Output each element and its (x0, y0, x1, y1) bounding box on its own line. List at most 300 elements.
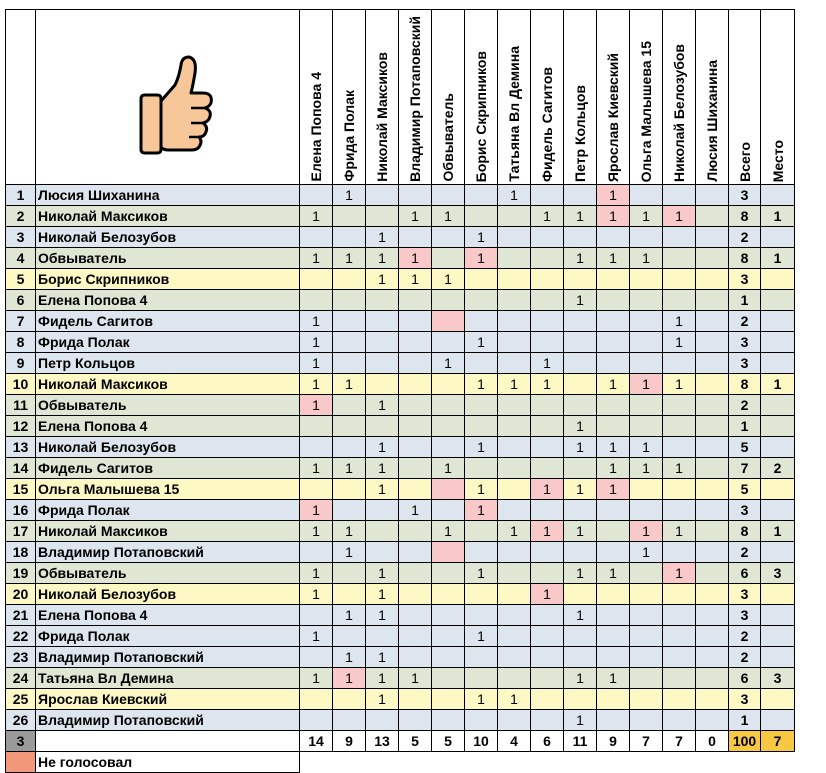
vote-cell[interactable] (333, 352, 366, 373)
vote-cell[interactable] (630, 562, 663, 583)
vote-cell[interactable]: 1 (564, 205, 597, 226)
vote-cell[interactable] (630, 394, 663, 415)
vote-cell[interactable]: 1 (399, 667, 432, 688)
vote-cell[interactable]: 1 (300, 352, 333, 373)
vote-cell[interactable]: 1 (597, 667, 630, 688)
vote-cell[interactable] (432, 310, 465, 331)
vote-cell[interactable] (300, 604, 333, 625)
vote-cell[interactable]: 1 (564, 604, 597, 625)
vote-cell[interactable]: 1 (564, 415, 597, 436)
vote-cell[interactable] (531, 709, 564, 730)
vote-cell[interactable] (531, 184, 564, 205)
vote-cell[interactable] (300, 436, 333, 457)
vote-cell[interactable] (630, 184, 663, 205)
vote-cell[interactable]: 1 (498, 373, 531, 394)
vote-cell[interactable] (300, 646, 333, 667)
vote-cell[interactable] (399, 562, 432, 583)
vote-cell[interactable] (696, 625, 729, 646)
vote-cell[interactable] (399, 583, 432, 604)
vote-cell[interactable]: 1 (465, 247, 498, 268)
vote-cell[interactable] (696, 415, 729, 436)
vote-cell[interactable] (564, 583, 597, 604)
vote-cell[interactable] (564, 268, 597, 289)
vote-cell[interactable] (432, 331, 465, 352)
vote-cell[interactable] (498, 205, 531, 226)
vote-cell[interactable]: 1 (465, 373, 498, 394)
vote-cell[interactable] (696, 394, 729, 415)
vote-cell[interactable] (696, 184, 729, 205)
vote-cell[interactable] (498, 499, 531, 520)
vote-cell[interactable]: 1 (597, 373, 630, 394)
vote-cell[interactable] (498, 583, 531, 604)
vote-cell[interactable] (498, 268, 531, 289)
vote-cell[interactable]: 1 (300, 520, 333, 541)
vote-cell[interactable] (531, 457, 564, 478)
vote-cell[interactable] (366, 310, 399, 331)
vote-cell[interactable] (663, 541, 696, 562)
vote-cell[interactable] (531, 415, 564, 436)
vote-cell[interactable] (531, 499, 564, 520)
vote-cell[interactable] (300, 688, 333, 709)
vote-cell[interactable] (432, 583, 465, 604)
vote-cell[interactable]: 1 (300, 667, 333, 688)
vote-cell[interactable]: 1 (366, 667, 399, 688)
vote-cell[interactable]: 1 (597, 457, 630, 478)
vote-cell[interactable] (696, 226, 729, 247)
vote-cell[interactable] (432, 394, 465, 415)
vote-cell[interactable] (696, 289, 729, 310)
vote-cell[interactable]: 1 (300, 394, 333, 415)
vote-cell[interactable] (333, 583, 366, 604)
vote-cell[interactable] (531, 541, 564, 562)
vote-cell[interactable] (531, 604, 564, 625)
vote-cell[interactable] (366, 184, 399, 205)
vote-cell[interactable] (696, 688, 729, 709)
vote-cell[interactable] (465, 352, 498, 373)
vote-cell[interactable] (333, 394, 366, 415)
vote-cell[interactable] (696, 583, 729, 604)
vote-cell[interactable] (399, 310, 432, 331)
vote-cell[interactable] (663, 646, 696, 667)
vote-cell[interactable] (399, 688, 432, 709)
vote-cell[interactable]: 1 (564, 562, 597, 583)
vote-cell[interactable] (696, 709, 729, 730)
vote-cell[interactable] (465, 457, 498, 478)
vote-cell[interactable]: 1 (333, 520, 366, 541)
vote-cell[interactable] (399, 478, 432, 499)
vote-cell[interactable]: 1 (333, 184, 366, 205)
vote-cell[interactable] (300, 415, 333, 436)
vote-cell[interactable] (597, 268, 630, 289)
vote-cell[interactable]: 1 (597, 436, 630, 457)
vote-cell[interactable] (399, 373, 432, 394)
vote-cell[interactable]: 1 (465, 226, 498, 247)
vote-cell[interactable]: 1 (300, 625, 333, 646)
vote-cell[interactable] (630, 646, 663, 667)
vote-cell[interactable] (597, 415, 630, 436)
vote-cell[interactable]: 1 (465, 331, 498, 352)
vote-cell[interactable] (300, 184, 333, 205)
vote-cell[interactable] (432, 436, 465, 457)
vote-cell[interactable]: 1 (432, 457, 465, 478)
vote-cell[interactable] (696, 352, 729, 373)
vote-cell[interactable] (498, 646, 531, 667)
vote-cell[interactable]: 1 (663, 520, 696, 541)
vote-cell[interactable]: 1 (564, 289, 597, 310)
vote-cell[interactable]: 1 (366, 583, 399, 604)
vote-cell[interactable] (696, 268, 729, 289)
vote-cell[interactable] (696, 520, 729, 541)
vote-cell[interactable] (663, 415, 696, 436)
vote-cell[interactable]: 1 (300, 562, 333, 583)
vote-cell[interactable]: 1 (564, 436, 597, 457)
vote-cell[interactable] (465, 415, 498, 436)
vote-cell[interactable]: 1 (300, 205, 333, 226)
vote-cell[interactable] (696, 604, 729, 625)
vote-cell[interactable] (465, 394, 498, 415)
vote-cell[interactable] (597, 709, 630, 730)
vote-cell[interactable] (333, 625, 366, 646)
vote-cell[interactable]: 1 (498, 688, 531, 709)
vote-cell[interactable] (696, 646, 729, 667)
vote-cell[interactable] (498, 289, 531, 310)
vote-cell[interactable]: 1 (432, 352, 465, 373)
vote-cell[interactable] (333, 268, 366, 289)
vote-cell[interactable] (432, 499, 465, 520)
vote-cell[interactable] (564, 331, 597, 352)
vote-cell[interactable] (300, 226, 333, 247)
vote-cell[interactable] (366, 499, 399, 520)
vote-cell[interactable]: 1 (399, 268, 432, 289)
vote-cell[interactable]: 1 (465, 562, 498, 583)
vote-cell[interactable] (333, 562, 366, 583)
vote-cell[interactable] (498, 415, 531, 436)
vote-cell[interactable] (531, 247, 564, 268)
vote-cell[interactable] (399, 352, 432, 373)
vote-cell[interactable] (399, 289, 432, 310)
vote-cell[interactable]: 1 (663, 205, 696, 226)
vote-cell[interactable] (366, 352, 399, 373)
vote-cell[interactable] (498, 247, 531, 268)
vote-cell[interactable] (564, 646, 597, 667)
vote-cell[interactable]: 1 (366, 604, 399, 625)
vote-cell[interactable] (531, 226, 564, 247)
vote-cell[interactable] (465, 310, 498, 331)
vote-cell[interactable]: 1 (630, 520, 663, 541)
vote-cell[interactable]: 1 (366, 436, 399, 457)
vote-cell[interactable]: 1 (465, 436, 498, 457)
vote-cell[interactable] (663, 394, 696, 415)
vote-cell[interactable]: 1 (564, 478, 597, 499)
vote-cell[interactable]: 1 (597, 247, 630, 268)
vote-cell[interactable] (564, 394, 597, 415)
vote-cell[interactable] (597, 604, 630, 625)
vote-cell[interactable] (696, 667, 729, 688)
vote-cell[interactable] (498, 562, 531, 583)
vote-cell[interactable] (498, 331, 531, 352)
vote-cell[interactable] (333, 310, 366, 331)
vote-cell[interactable]: 1 (333, 646, 366, 667)
vote-cell[interactable]: 1 (366, 268, 399, 289)
vote-cell[interactable] (531, 268, 564, 289)
vote-cell[interactable] (498, 604, 531, 625)
vote-cell[interactable] (597, 625, 630, 646)
vote-cell[interactable] (663, 604, 696, 625)
vote-cell[interactable]: 1 (333, 373, 366, 394)
vote-cell[interactable]: 1 (366, 688, 399, 709)
vote-cell[interactable] (333, 415, 366, 436)
vote-cell[interactable] (630, 289, 663, 310)
vote-cell[interactable] (432, 646, 465, 667)
vote-cell[interactable] (498, 436, 531, 457)
vote-cell[interactable]: 1 (597, 562, 630, 583)
vote-cell[interactable] (630, 478, 663, 499)
vote-cell[interactable] (696, 310, 729, 331)
vote-cell[interactable] (531, 646, 564, 667)
vote-cell[interactable] (465, 604, 498, 625)
vote-cell[interactable] (663, 226, 696, 247)
vote-cell[interactable] (696, 205, 729, 226)
vote-cell[interactable] (696, 499, 729, 520)
vote-cell[interactable] (597, 688, 630, 709)
vote-cell[interactable] (663, 289, 696, 310)
vote-cell[interactable] (366, 331, 399, 352)
vote-cell[interactable] (465, 667, 498, 688)
vote-cell[interactable] (366, 541, 399, 562)
vote-cell[interactable] (564, 625, 597, 646)
vote-cell[interactable]: 1 (366, 646, 399, 667)
vote-cell[interactable] (597, 394, 630, 415)
vote-cell[interactable] (432, 247, 465, 268)
vote-cell[interactable] (432, 415, 465, 436)
vote-cell[interactable] (663, 352, 696, 373)
vote-cell[interactable] (366, 205, 399, 226)
vote-cell[interactable]: 1 (432, 205, 465, 226)
vote-cell[interactable] (564, 541, 597, 562)
vote-cell[interactable] (399, 709, 432, 730)
vote-cell[interactable] (630, 499, 663, 520)
vote-cell[interactable] (597, 331, 630, 352)
vote-cell[interactable] (333, 289, 366, 310)
vote-cell[interactable] (531, 625, 564, 646)
vote-cell[interactable] (663, 478, 696, 499)
vote-cell[interactable] (465, 205, 498, 226)
vote-cell[interactable]: 1 (465, 688, 498, 709)
vote-cell[interactable]: 1 (663, 457, 696, 478)
vote-cell[interactable] (531, 688, 564, 709)
vote-cell[interactable] (333, 499, 366, 520)
vote-cell[interactable]: 1 (366, 562, 399, 583)
vote-cell[interactable] (498, 310, 531, 331)
vote-cell[interactable]: 1 (630, 373, 663, 394)
vote-cell[interactable]: 1 (366, 394, 399, 415)
vote-cell[interactable]: 1 (300, 247, 333, 268)
vote-cell[interactable] (399, 520, 432, 541)
vote-cell[interactable] (366, 289, 399, 310)
vote-cell[interactable] (432, 226, 465, 247)
vote-cell[interactable]: 1 (399, 499, 432, 520)
vote-cell[interactable] (696, 541, 729, 562)
vote-cell[interactable] (531, 436, 564, 457)
vote-cell[interactable]: 1 (630, 247, 663, 268)
vote-cell[interactable] (564, 373, 597, 394)
vote-cell[interactable] (366, 520, 399, 541)
vote-cell[interactable] (300, 709, 333, 730)
vote-cell[interactable] (432, 688, 465, 709)
vote-cell[interactable] (333, 478, 366, 499)
vote-cell[interactable]: 1 (300, 310, 333, 331)
vote-cell[interactable]: 1 (630, 436, 663, 457)
vote-cell[interactable]: 1 (630, 541, 663, 562)
vote-cell[interactable] (498, 625, 531, 646)
vote-cell[interactable]: 1 (531, 373, 564, 394)
vote-cell[interactable] (465, 583, 498, 604)
vote-cell[interactable] (663, 625, 696, 646)
vote-cell[interactable] (498, 352, 531, 373)
vote-cell[interactable] (465, 184, 498, 205)
vote-cell[interactable] (498, 709, 531, 730)
vote-cell[interactable] (498, 226, 531, 247)
vote-cell[interactable]: 1 (333, 541, 366, 562)
vote-cell[interactable] (630, 625, 663, 646)
vote-cell[interactable] (696, 373, 729, 394)
vote-cell[interactable]: 1 (432, 520, 465, 541)
vote-cell[interactable] (432, 667, 465, 688)
vote-cell[interactable] (597, 310, 630, 331)
vote-cell[interactable] (498, 541, 531, 562)
vote-cell[interactable] (663, 667, 696, 688)
vote-cell[interactable] (597, 289, 630, 310)
vote-cell[interactable] (564, 457, 597, 478)
vote-cell[interactable]: 1 (597, 184, 630, 205)
vote-cell[interactable]: 1 (531, 520, 564, 541)
vote-cell[interactable] (333, 205, 366, 226)
vote-cell[interactable] (663, 499, 696, 520)
vote-cell[interactable] (663, 184, 696, 205)
vote-cell[interactable] (432, 373, 465, 394)
vote-cell[interactable] (597, 352, 630, 373)
vote-cell[interactable] (597, 520, 630, 541)
vote-cell[interactable]: 1 (333, 667, 366, 688)
vote-cell[interactable] (696, 247, 729, 268)
vote-cell[interactable]: 1 (465, 625, 498, 646)
vote-cell[interactable] (465, 646, 498, 667)
vote-cell[interactable] (564, 352, 597, 373)
vote-cell[interactable]: 1 (564, 520, 597, 541)
vote-cell[interactable] (300, 478, 333, 499)
vote-cell[interactable] (399, 541, 432, 562)
vote-cell[interactable] (498, 667, 531, 688)
vote-cell[interactable] (399, 457, 432, 478)
vote-cell[interactable]: 1 (564, 709, 597, 730)
vote-cell[interactable]: 1 (531, 352, 564, 373)
vote-cell[interactable] (498, 394, 531, 415)
vote-cell[interactable] (399, 394, 432, 415)
vote-cell[interactable] (399, 226, 432, 247)
vote-cell[interactable] (663, 709, 696, 730)
vote-cell[interactable]: 1 (300, 373, 333, 394)
vote-cell[interactable]: 1 (366, 457, 399, 478)
vote-cell[interactable] (366, 373, 399, 394)
vote-cell[interactable] (630, 268, 663, 289)
vote-cell[interactable] (366, 709, 399, 730)
vote-cell[interactable] (531, 310, 564, 331)
vote-cell[interactable] (432, 625, 465, 646)
vote-cell[interactable] (399, 415, 432, 436)
vote-cell[interactable] (498, 457, 531, 478)
vote-cell[interactable] (531, 562, 564, 583)
vote-cell[interactable] (333, 331, 366, 352)
vote-cell[interactable] (663, 436, 696, 457)
vote-cell[interactable]: 1 (663, 331, 696, 352)
vote-cell[interactable]: 1 (465, 478, 498, 499)
vote-cell[interactable] (630, 604, 663, 625)
vote-cell[interactable] (300, 541, 333, 562)
vote-cell[interactable]: 1 (399, 247, 432, 268)
vote-cell[interactable] (531, 331, 564, 352)
vote-cell[interactable]: 1 (564, 247, 597, 268)
vote-cell[interactable] (696, 436, 729, 457)
vote-cell[interactable] (366, 625, 399, 646)
vote-cell[interactable] (564, 226, 597, 247)
vote-cell[interactable]: 1 (597, 478, 630, 499)
vote-cell[interactable] (597, 541, 630, 562)
vote-cell[interactable] (597, 226, 630, 247)
vote-cell[interactable] (630, 226, 663, 247)
vote-cell[interactable]: 1 (432, 268, 465, 289)
vote-cell[interactable]: 1 (498, 184, 531, 205)
vote-cell[interactable] (432, 709, 465, 730)
vote-cell[interactable] (564, 499, 597, 520)
vote-cell[interactable] (333, 688, 366, 709)
vote-cell[interactable] (465, 709, 498, 730)
vote-cell[interactable] (531, 394, 564, 415)
vote-cell[interactable] (564, 184, 597, 205)
vote-cell[interactable]: 1 (663, 310, 696, 331)
vote-cell[interactable]: 1 (498, 520, 531, 541)
vote-cell[interactable] (630, 415, 663, 436)
vote-cell[interactable] (432, 289, 465, 310)
vote-cell[interactable]: 1 (531, 478, 564, 499)
vote-cell[interactable]: 1 (333, 604, 366, 625)
vote-cell[interactable] (696, 331, 729, 352)
vote-cell[interactable]: 1 (465, 499, 498, 520)
vote-cell[interactable] (630, 310, 663, 331)
vote-cell[interactable] (300, 289, 333, 310)
vote-cell[interactable]: 1 (630, 205, 663, 226)
vote-cell[interactable] (564, 688, 597, 709)
vote-cell[interactable] (333, 436, 366, 457)
vote-cell[interactable] (630, 709, 663, 730)
vote-cell[interactable]: 1 (366, 226, 399, 247)
vote-cell[interactable] (333, 226, 366, 247)
vote-cell[interactable] (399, 625, 432, 646)
vote-cell[interactable]: 1 (366, 247, 399, 268)
vote-cell[interactable] (663, 247, 696, 268)
vote-cell[interactable]: 1 (663, 562, 696, 583)
vote-cell[interactable] (630, 688, 663, 709)
vote-cell[interactable]: 1 (630, 457, 663, 478)
vote-cell[interactable] (531, 289, 564, 310)
vote-cell[interactable] (399, 436, 432, 457)
vote-cell[interactable]: 1 (300, 583, 333, 604)
vote-cell[interactable] (630, 352, 663, 373)
vote-cell[interactable] (333, 709, 366, 730)
vote-cell[interactable] (465, 268, 498, 289)
vote-cell[interactable] (300, 268, 333, 289)
vote-cell[interactable] (399, 604, 432, 625)
vote-cell[interactable] (498, 478, 531, 499)
